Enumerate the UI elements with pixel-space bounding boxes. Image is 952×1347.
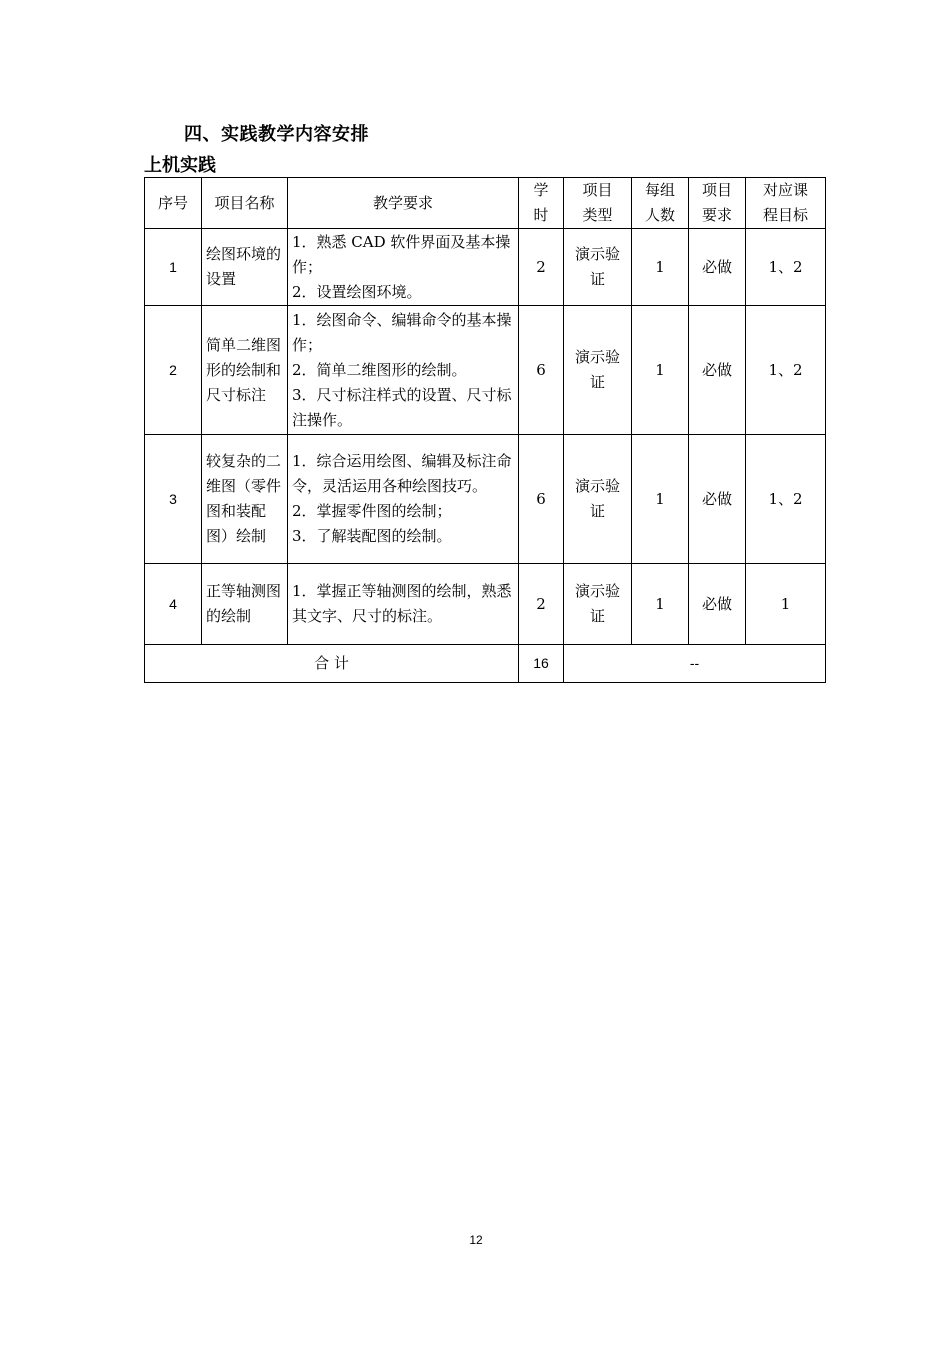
requirement-line: 3．尺寸标注样式的设置、尺寸标注操作。 (292, 385, 512, 429)
row-requirements (288, 229, 519, 306)
header-hours (519, 178, 564, 229)
row-type: 演示验证 (564, 435, 632, 564)
row-seq: 1 (145, 229, 202, 306)
row-requirement-type: 必做 (689, 306, 746, 435)
requirement-line: 2．掌握零件图的绘制； (292, 502, 452, 520)
row-goal: 1、2 (746, 435, 826, 564)
requirement-line: 2．设置绘图环境。 (292, 282, 422, 301)
row-requirements (288, 564, 519, 645)
header-name: 项目名称 (202, 178, 288, 229)
row-requirement-type: 必做 (689, 229, 746, 306)
row-group-size: 1 (632, 435, 689, 564)
requirement-line: 1．绘图命令、编辑命令的基本操作； (292, 310, 512, 354)
header-goal-line2: 程目标 (762, 206, 808, 224)
row-goal: 1、2 (746, 306, 826, 435)
header-group-line2: 人数 (644, 206, 675, 224)
header-group-size (632, 178, 689, 229)
row-name: 正等轴测图的绘制 (202, 564, 288, 645)
header-type (564, 178, 632, 229)
row-name: 简单二维图形的绘制和尺寸标注 (202, 306, 288, 435)
requirement-line: 3．了解装配图的绘制。 (292, 527, 452, 545)
header-hours-line1: 学 (533, 181, 549, 199)
row-name: 绘图环境的设置 (202, 229, 288, 306)
table-row (145, 306, 826, 435)
row-type: 演示验证 (564, 306, 632, 435)
total-rest: -- (564, 645, 826, 683)
row-hours: 6 (519, 306, 564, 435)
requirement-line: 1．综合运用绘图、编辑及标注命令，灵活运用各种绘图技巧。 (292, 452, 512, 495)
requirement-line: 1．熟悉 CAD 软件界面及基本操作； (292, 232, 511, 276)
row-group-size: 1 (632, 306, 689, 435)
row-requirement-type: 必做 (689, 435, 746, 564)
section-heading: 四、实践教学内容安排 (184, 124, 369, 145)
row-type: 演示验证 (564, 564, 632, 645)
total-row (145, 645, 826, 683)
total-label: 合 计 (145, 645, 519, 683)
row-goal: 1、2 (746, 229, 826, 306)
sub-heading: 上机实践 (144, 155, 216, 176)
row-group-size: 1 (632, 229, 689, 306)
row-requirements (288, 435, 519, 564)
header-type-line1: 项目 (582, 181, 613, 199)
header-requirement-type (689, 178, 746, 229)
row-seq: 2 (145, 306, 202, 435)
row-group-size: 1 (632, 564, 689, 645)
table-row (145, 435, 826, 564)
row-seq: 4 (145, 564, 202, 645)
requirement-line: 2．简单二维图形的绘制。 (292, 360, 467, 379)
row-hours: 2 (519, 564, 564, 645)
header-type-line2: 类型 (582, 206, 613, 224)
row-type: 演示验证 (564, 229, 632, 306)
header-group-line1: 每组 (644, 181, 675, 199)
header-goal-line1: 对应课 (762, 181, 808, 199)
row-requirements (288, 306, 519, 435)
row-hours: 2 (519, 229, 564, 306)
header-req-line2: 要求 (701, 206, 732, 224)
row-name: 较复杂的二维图（零件图和装配图）绘制 (202, 435, 288, 564)
row-seq: 3 (145, 435, 202, 564)
row-hours: 6 (519, 435, 564, 564)
table-row (145, 564, 826, 645)
requirement-line: 1．掌握正等轴测图的绘制，熟悉其文字、尺寸的标注。 (292, 582, 512, 625)
practice-schedule-table (144, 177, 826, 683)
header-seq: 序号 (145, 178, 202, 229)
header-goal (746, 178, 826, 229)
header-req-line1: 项目 (701, 181, 732, 199)
table-header-row (145, 178, 826, 229)
page-number: 12 (469, 1233, 483, 1247)
row-goal: 1 (746, 564, 826, 645)
row-requirement-type: 必做 (689, 564, 746, 645)
header-hours-line2: 时 (533, 206, 549, 224)
table-row (145, 229, 826, 306)
total-hours: 16 (519, 645, 564, 683)
header-requirements: 教学要求 (288, 178, 519, 229)
